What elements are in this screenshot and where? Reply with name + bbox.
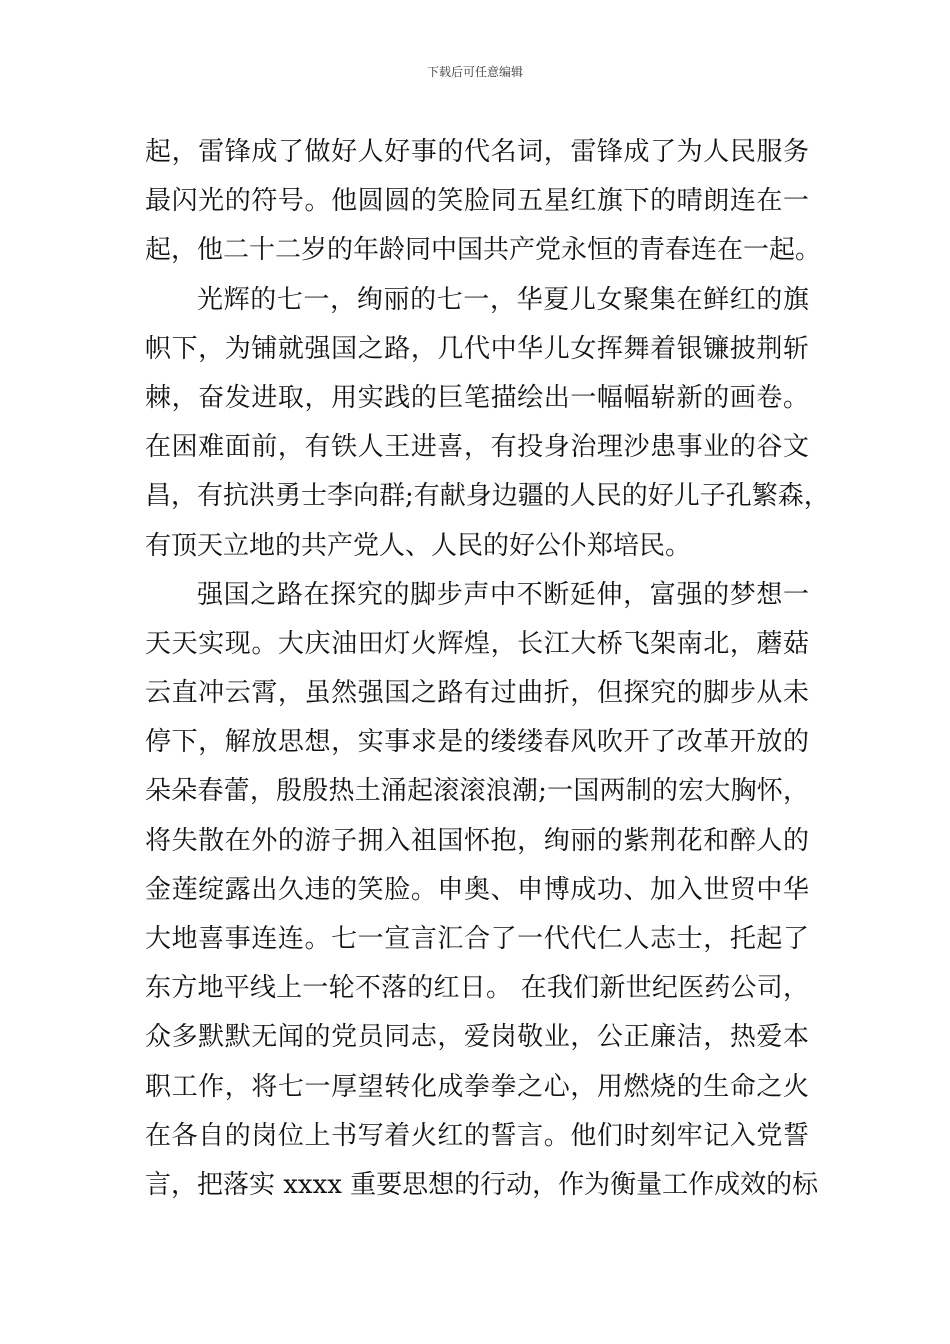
text-line: 起，他二十二岁的年龄同中国共产党永恒的青春连在一起。 (145, 235, 822, 266)
text-line: 将失散在外的游子拥入祖国怀抱，绚丽的紫荆花和醉人的 (145, 825, 809, 856)
text-line: 金莲绽露出久违的笑脸。申奥、申博成功、加入世贸中华 (145, 874, 809, 905)
text-line: 在各自的岗位上书写着火红的誓言。他们时刻牢记入党誓 (145, 1120, 809, 1151)
text-line: 东方地平线上一轮不落的红日。 在我们新世纪医药公司， (145, 973, 809, 1004)
text-line: 朵朵春蕾，殷殷热土涌起滚滚浪潮;一国两制的宏大胸怀， (145, 776, 809, 807)
text-line: 帜下，为铺就强国之路，几代中华儿女挥舞着银镰披荆斩 (145, 333, 809, 364)
text-line: 有顶天立地的共产党人、人民的好公仆郑培民。 (145, 530, 692, 561)
text-line: 强国之路在探究的脚步声中不断延伸，富强的梦想一 (197, 579, 809, 610)
text-line: 在困难面前，有铁人王进喜，有投身治理沙患事业的谷文 (145, 432, 809, 463)
text-line: 昌，有抗洪勇士李向群;有献身边疆的人民的好儿子孔繁森， (145, 481, 830, 512)
text-line: 停下，解放思想，实事求是的缕缕春风吹开了改革开放的 (145, 727, 809, 758)
text-line: 大地喜事连连。七一宣言汇合了一代代仁人志士，托起了 (145, 924, 809, 954)
text-line: 云直冲云霄，虽然强国之路有过曲折，但探究的脚步从未 (145, 678, 809, 709)
text-line: 棘，奋发进取，用实践的巨笔描绘出一幅幅崭新的画卷。 (145, 382, 809, 413)
text-line: 最闪光的符号。他圆圆的笑脸同五星红旗下的晴朗连在一 (145, 186, 809, 217)
text-line: 言，把落实 xxxx 重要思想的行动，作为衡量工作成效的标 (145, 1169, 819, 1200)
text-line: 起，雷锋成了做好人好事的代名词，雷锋成了为人民服务 (145, 137, 809, 167)
page-header: 下载后可任意编辑 (426, 65, 523, 79)
text-line: 职工作，将七一厚望转化成拳拳之心，用燃烧的生命之火 (145, 1071, 809, 1102)
text-line: 天天实现。大庆油田灯火辉煌，长江大桥飞架南北，蘑菇 (145, 628, 809, 659)
body-text (145, 128, 830, 1210)
text-line: 光辉的七一，绚丽的七一，华夏儿女聚集在鲜红的旗 (197, 284, 809, 315)
text-line: 众多默默无闻的党员同志，爱岗敬业，公正廉洁，热爱本 (145, 1022, 809, 1053)
